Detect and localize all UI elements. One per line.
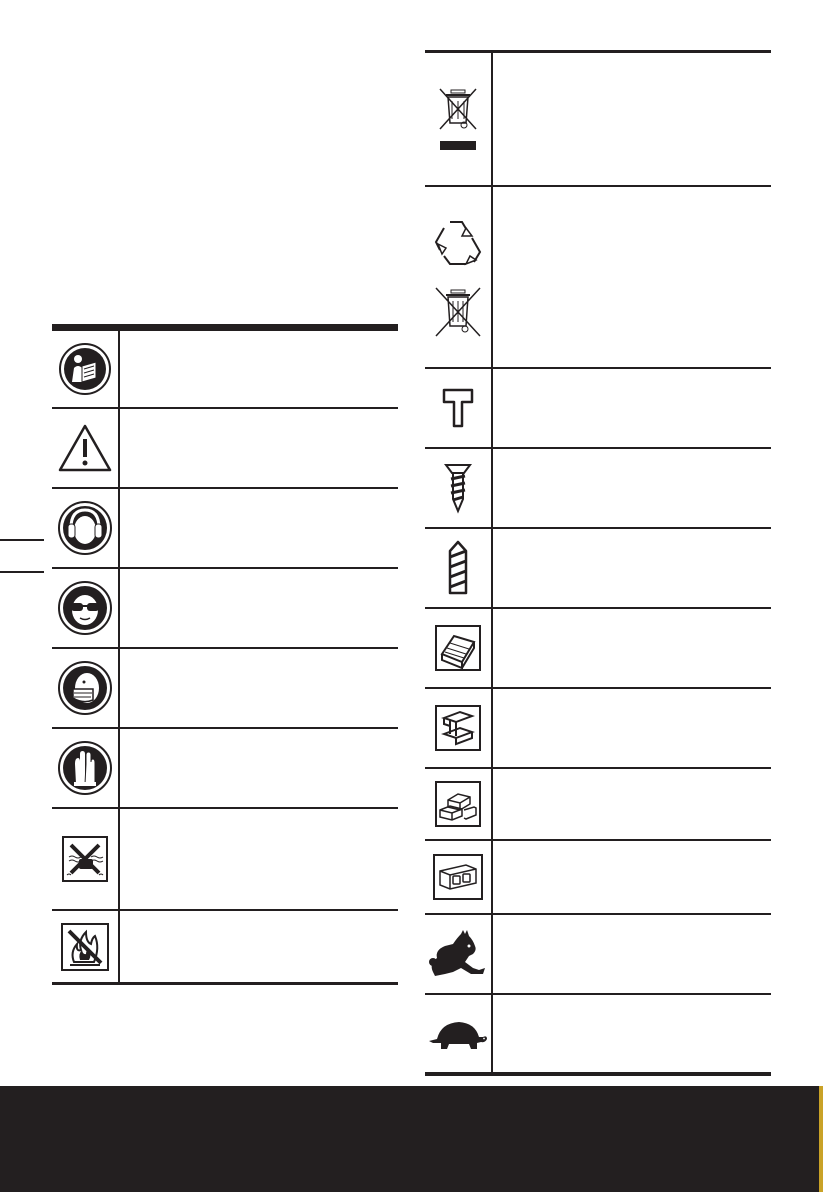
table-row (425, 993, 771, 1072)
row-text (120, 911, 398, 982)
row-text (493, 53, 771, 185)
row-text (493, 769, 771, 839)
margin-tick-bottom (0, 571, 44, 573)
row-text (493, 529, 771, 607)
row-text (493, 369, 771, 447)
ear-protection-icon (52, 489, 120, 567)
table-row (52, 909, 398, 982)
table-row (52, 647, 398, 727)
recycle-icon (436, 222, 480, 264)
footer-band (0, 1086, 823, 1192)
table-row (52, 727, 398, 807)
row-text (493, 995, 771, 1072)
table-row (52, 331, 398, 407)
turtle-low-speed-icon (425, 995, 493, 1072)
table-row (425, 687, 771, 767)
crossed-out-bin-icon (425, 53, 493, 185)
row-text (120, 569, 398, 647)
read-manual-icon (52, 331, 120, 407)
row-text (120, 809, 398, 909)
row-text (493, 449, 771, 527)
margin-tick-top (0, 539, 44, 541)
table-row (52, 407, 398, 487)
drill-bit-icon (425, 529, 493, 607)
metal-material-icon (425, 689, 493, 767)
table-row (425, 367, 771, 447)
table-row (52, 487, 398, 567)
row-text (120, 649, 398, 727)
table-top-rule (52, 324, 398, 331)
table-row (425, 447, 771, 527)
table-row (425, 527, 771, 607)
table-row (52, 807, 398, 909)
row-text (493, 187, 771, 367)
concrete-block-icon (425, 841, 493, 913)
table-row (52, 567, 398, 647)
row-text (493, 841, 771, 913)
dust-mask-icon (52, 649, 120, 727)
table-row (425, 53, 771, 185)
symbols-table-right (425, 50, 771, 1076)
crossed-out-bin-icon (436, 288, 480, 336)
footer-edge-accent (819, 1086, 823, 1192)
recycle-and-bin-icon (425, 187, 493, 367)
row-text (493, 915, 771, 993)
protective-gloves-icon (52, 729, 120, 807)
table-row (425, 839, 771, 913)
row-text (120, 729, 398, 807)
no-fire-battery-icon (52, 911, 120, 982)
brick-material-icon (425, 769, 493, 839)
row-text (120, 489, 398, 567)
table-row (425, 185, 771, 367)
rabbit-high-speed-icon (425, 915, 493, 993)
row-text (120, 331, 398, 407)
table-row (425, 767, 771, 839)
wood-material-icon (425, 609, 493, 687)
row-text (493, 689, 771, 767)
screw-drive-icon (425, 449, 493, 527)
warning-triangle-icon (52, 409, 120, 487)
hammer-mode-icon (425, 369, 493, 447)
table-row (425, 607, 771, 687)
eye-protection-icon (52, 569, 120, 647)
row-text (493, 609, 771, 687)
safety-symbols-table (52, 324, 398, 985)
row-text (120, 409, 398, 487)
no-water-battery-icon (52, 809, 120, 909)
table-row (425, 913, 771, 993)
